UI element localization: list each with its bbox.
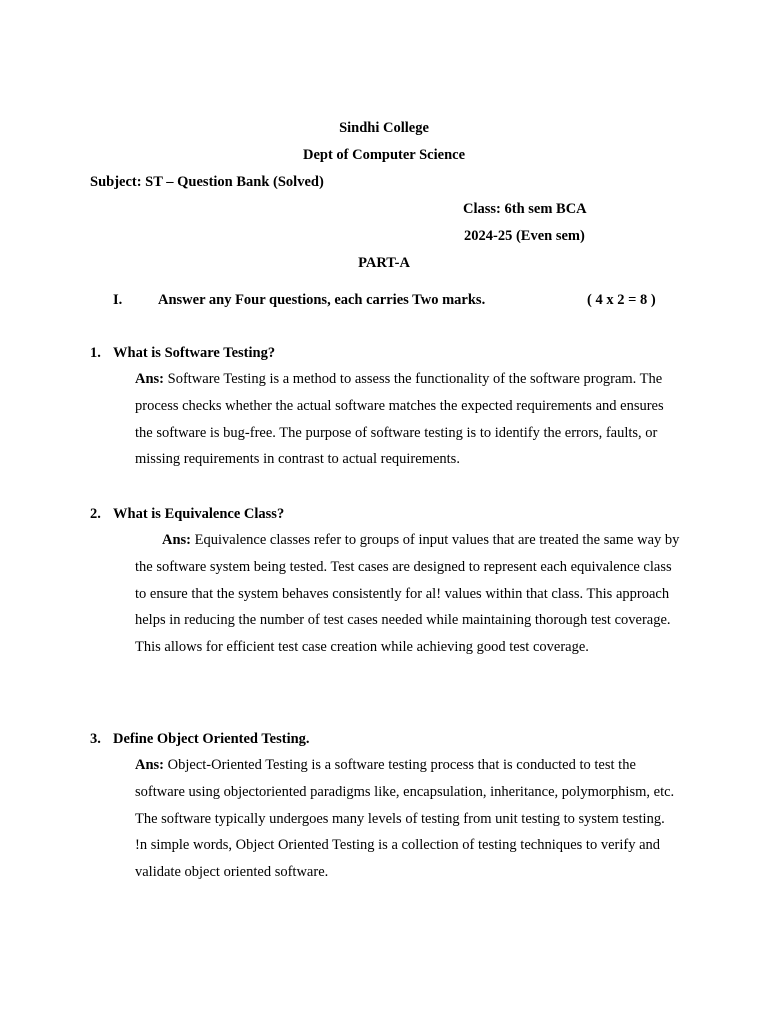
college-name: Sindhi College (339, 120, 429, 136)
answer-block (135, 752, 680, 886)
answer-block (135, 366, 680, 473)
subject-line: Subject: ST – Question Bank (Solved) (90, 174, 324, 190)
ans-label: Ans: (162, 532, 192, 548)
section-marks: ( 4 x 2 = 8 ) (587, 292, 656, 308)
academic-year: 2024-25 (Even sem) (464, 228, 585, 244)
question-title: Define Object Oriented Testing. (113, 731, 310, 747)
answer-block (135, 527, 680, 661)
answer-text: Software Testing is a method to assess the functionality of the software program. The process checks whether the actual software matches the expected requirements and ensures the software is bug-free. The purpose of software testing is to identify the errors, faults, or missing requirements in contrast to actual requirements. (135, 371, 664, 468)
department-name: Dept of Computer Science (302, 147, 466, 163)
answer-text: Object-Oriented Testing is a software testing process that is conducted to test the software using objectoriented paradigms like, encapsulation, inheritance, polymorphism, etc. The software typically undergoes many levels of testing from unit testing to system testing. !n simple words, Object Oriented Testing is a collection of testing techniques to verify and validate object oriented software. (135, 757, 675, 881)
part-heading: PART-A (358, 255, 410, 271)
section-instruction: Answer any Four questions, each carries Two marks. (158, 292, 486, 308)
question-number: 1. (90, 345, 101, 361)
ans-label: Ans: (135, 757, 165, 773)
question-title: What is Software Testing? (113, 345, 276, 361)
ans-label: Ans: (135, 371, 165, 387)
class-line: Class: 6th sem BCA (463, 201, 587, 217)
section-numeral: I. (113, 292, 123, 308)
question-number: 3. (90, 731, 101, 747)
question-number: 2. (90, 506, 101, 522)
question-title: What is Equivalence Class? (113, 506, 285, 522)
answer-text: Equivalence classes refer to groups of input values that are treated the same way by the software system being tested. Test cases are designed to represent each equivalence class to ensure that the system behaves consistently for al! values within that class. This approach helps in reducing the number of test cases needed while maintaining thorough test coverage. This allows for efficient test case creation while achieving good test coverage. (135, 532, 680, 656)
